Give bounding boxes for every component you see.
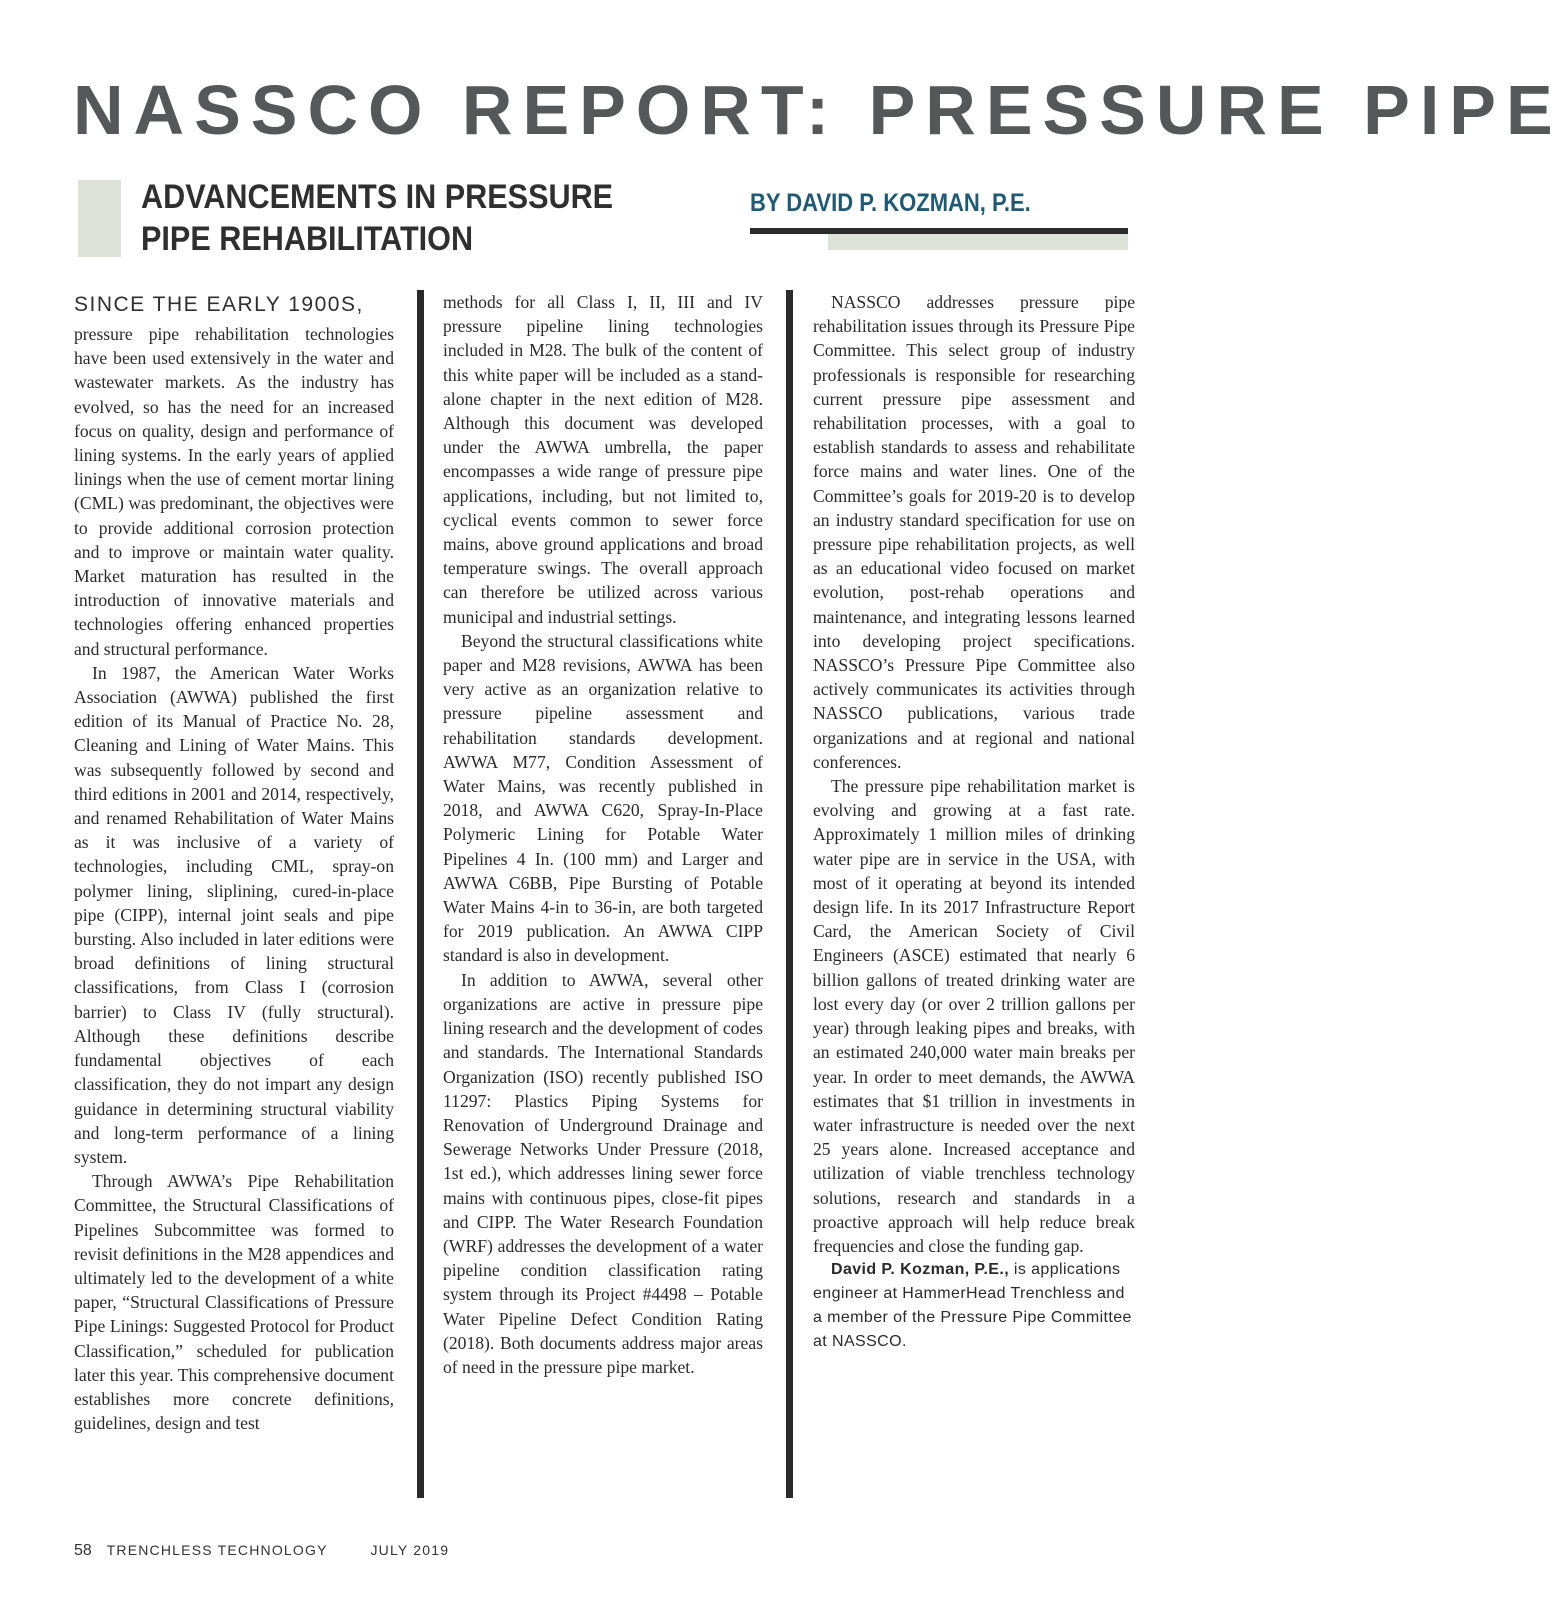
article-subtitle	[141, 176, 681, 260]
author-bio-text: is applications engineer at HammerHead Trenchless and a member of the Pressure Pipe Committee at NASSCO.	[813, 1261, 1132, 1351]
accent-block	[78, 180, 121, 257]
article-column-2	[443, 290, 763, 1379]
paragraph: In 1987, the American Water Works Association (AWWA) published the first edition of its Manual of Practice No. 28, Cleaning and Lining of Water Mains. This was subsequently followed by second and third editions in 2001 and 2014, respectively, and renamed Rehabilitation of Water Mains as it was inclusive of a variety of technologies, including CML, spray-on polymer lining, sliplining, cured-in-place pipe (CIPP), internal joint seals and pipe bursting. Also included in later editions were broad definitions of lining structural classifications, from Class I (corrosion barrier) to Class IV (fully structural). Although these definitions describe fundamental objectives of each classification, they do not impart any design guidance in determining structural viability and long-term performance of a lining system.	[74, 662, 394, 1167]
subtitle-line-2: PIPE REHABILITATION	[141, 220, 474, 258]
paragraph: pressure pipe rehabilitation technologies have been used extensively in the water and wastewater markets. As the industry has evolved, so has the need for an increased focus on quality, design and performance of lining systems. In the early years of applied linings when the use of cement mortar lining (CML) was predominant, the objectives were to provide additional corrosion protection and to improve or maintain water quality. Market maturation has resulted in the introduction of innovative materials and technologies offering enhanced properties and structural performance.	[74, 324, 394, 659]
author-bio	[813, 1258, 1135, 1354]
paragraph: NASSCO addresses pressure pipe rehabilitation issues through its Pressure Pipe Committee. This select group of industry professionals is responsible for researching current pressure pipe assessment and rehabilitation processes, with a goal to establish standards to assess and rehabilitate force mains and water lines. One of the Committee’s goals for 2019-20 is to develop an industry standard specification for use on pressure pipe rehabilitation projects, as well as an educational video focused on market evolution, post-rehab operations and maintenance, and integrating lessons learned into developing project specifications. NASSCO’s Pressure Pipe Committee also actively communicates its activities through NASSCO publications, various trade organizations and at regional and national conferences.	[813, 292, 1135, 772]
page-number: 58	[74, 1542, 92, 1559]
article-column-3	[813, 290, 1135, 1354]
page-title: NASSCO REPORT: PRESSURE PIPE	[73, 71, 1563, 149]
page-footer	[74, 1542, 574, 1560]
paragraph: The pressure pipe rehabilitation market is evolving and growing at a fast rate. Approximately 1 million miles of drinking water pipe are in service in the USA, with most of it operating at beyond its intended design life. In its 2017 Infrastructure Report Card, the American Society of Civil Engineers (ASCE) estimated that nearly 6 billion gallons of treated drinking water are lost every day (or over 2 trillion gallons per year) through leaking pipes and breaks, with an estimated 240,000 water main breaks per year. In order to meet demands, the AWWA estimates that $1 trillion in investments in water infrastructure is needed over the next 25 years alone. Increased acceptance and utilization of viable trenchless technology solutions, research and standards in a proactive approach will help reduce break frequencies and close the funding gap.	[813, 776, 1135, 1256]
paragraph: In addition to AWWA, several other organizations are active in pressure pipe lining research and the development of codes and standards. The International Standards Organization (ISO) recently published ISO 11297: Plastics Piping Systems for Renovation of Underground Drainage and Sewerage Networks Under Pressure (2018, 1st ed.), which addresses lining sewer force mains with continuous pipes, close-fit pipes and CIPP. The Water Research Foundation (WRF) addresses the development of a water pipeline condition classification rating system through its Project #4498 – Potable Water Pipeline Defect Condition Rating (2018). Both documents address major areas of need in the pressure pipe market.	[443, 969, 763, 1377]
article-column-1	[74, 290, 394, 1435]
lead-in: SINCE THE EARLY 1900S,	[74, 293, 364, 316]
subtitle-line-1: ADVANCEMENTS IN PRESSURE	[141, 178, 614, 216]
publication-name: TRENCHLESS TECHNOLOGY	[106, 1542, 328, 1558]
paragraph: methods for all Class I, II, III and IV pressure pipeline lining technologies included in M28. The bulk of the content of this white paper will be included as a stand-alone chapter in the next edition of M28. Although this document was developed under the AWWA umbrella, the paper encompasses a wide range of pressure pipe applications, including, but not limited to, cyclical events common to sewer force mains, above ground applications and broad temperature swings. The overall approach can therefore be utilized across various municipal and industrial settings.	[443, 292, 763, 627]
paragraph: Beyond the structural classifications white paper and M28 revisions, AWWA has been very active as an organization relative to pressure pipeline assessment and rehabilitation standards development. AWWA M77, Condition Assessment of Water Mains, was recently published in 2018, and AWWA C620, Spray-In-Place Polymeric Lining for Potable Water Pipelines 4 In. (100 mm) and Larger and AWWA C6BB, Pipe Bursting of Potable Water Mains 4-in to 36-in, are both targeted for 2019 publication. An AWWA CIPP standard is also in development.	[443, 630, 763, 966]
column-divider	[786, 290, 793, 1498]
author-name: David P. Kozman, P.E.,	[831, 1261, 1010, 1279]
issue-date: JULY 2019	[370, 1542, 450, 1558]
column-divider	[417, 290, 424, 1498]
author-byline: BY DAVID P. KOZMAN, P.E.	[750, 189, 1031, 217]
paragraph: Through AWWA’s Pipe Rehabilitation Committee, the Structural Classifications of Pipelines Subcommittee was formed to revisit definitions in the M28 appendices and ultimately led to the development of a white paper, “Structural Classifications of Pressure Pipe Linings: Suggested Protocol for Product Classification,” scheduled for publication later this year. This comprehensive document establishes more concrete definitions, guidelines, design and test	[74, 1171, 394, 1434]
byline-accent-bar	[828, 234, 1128, 250]
